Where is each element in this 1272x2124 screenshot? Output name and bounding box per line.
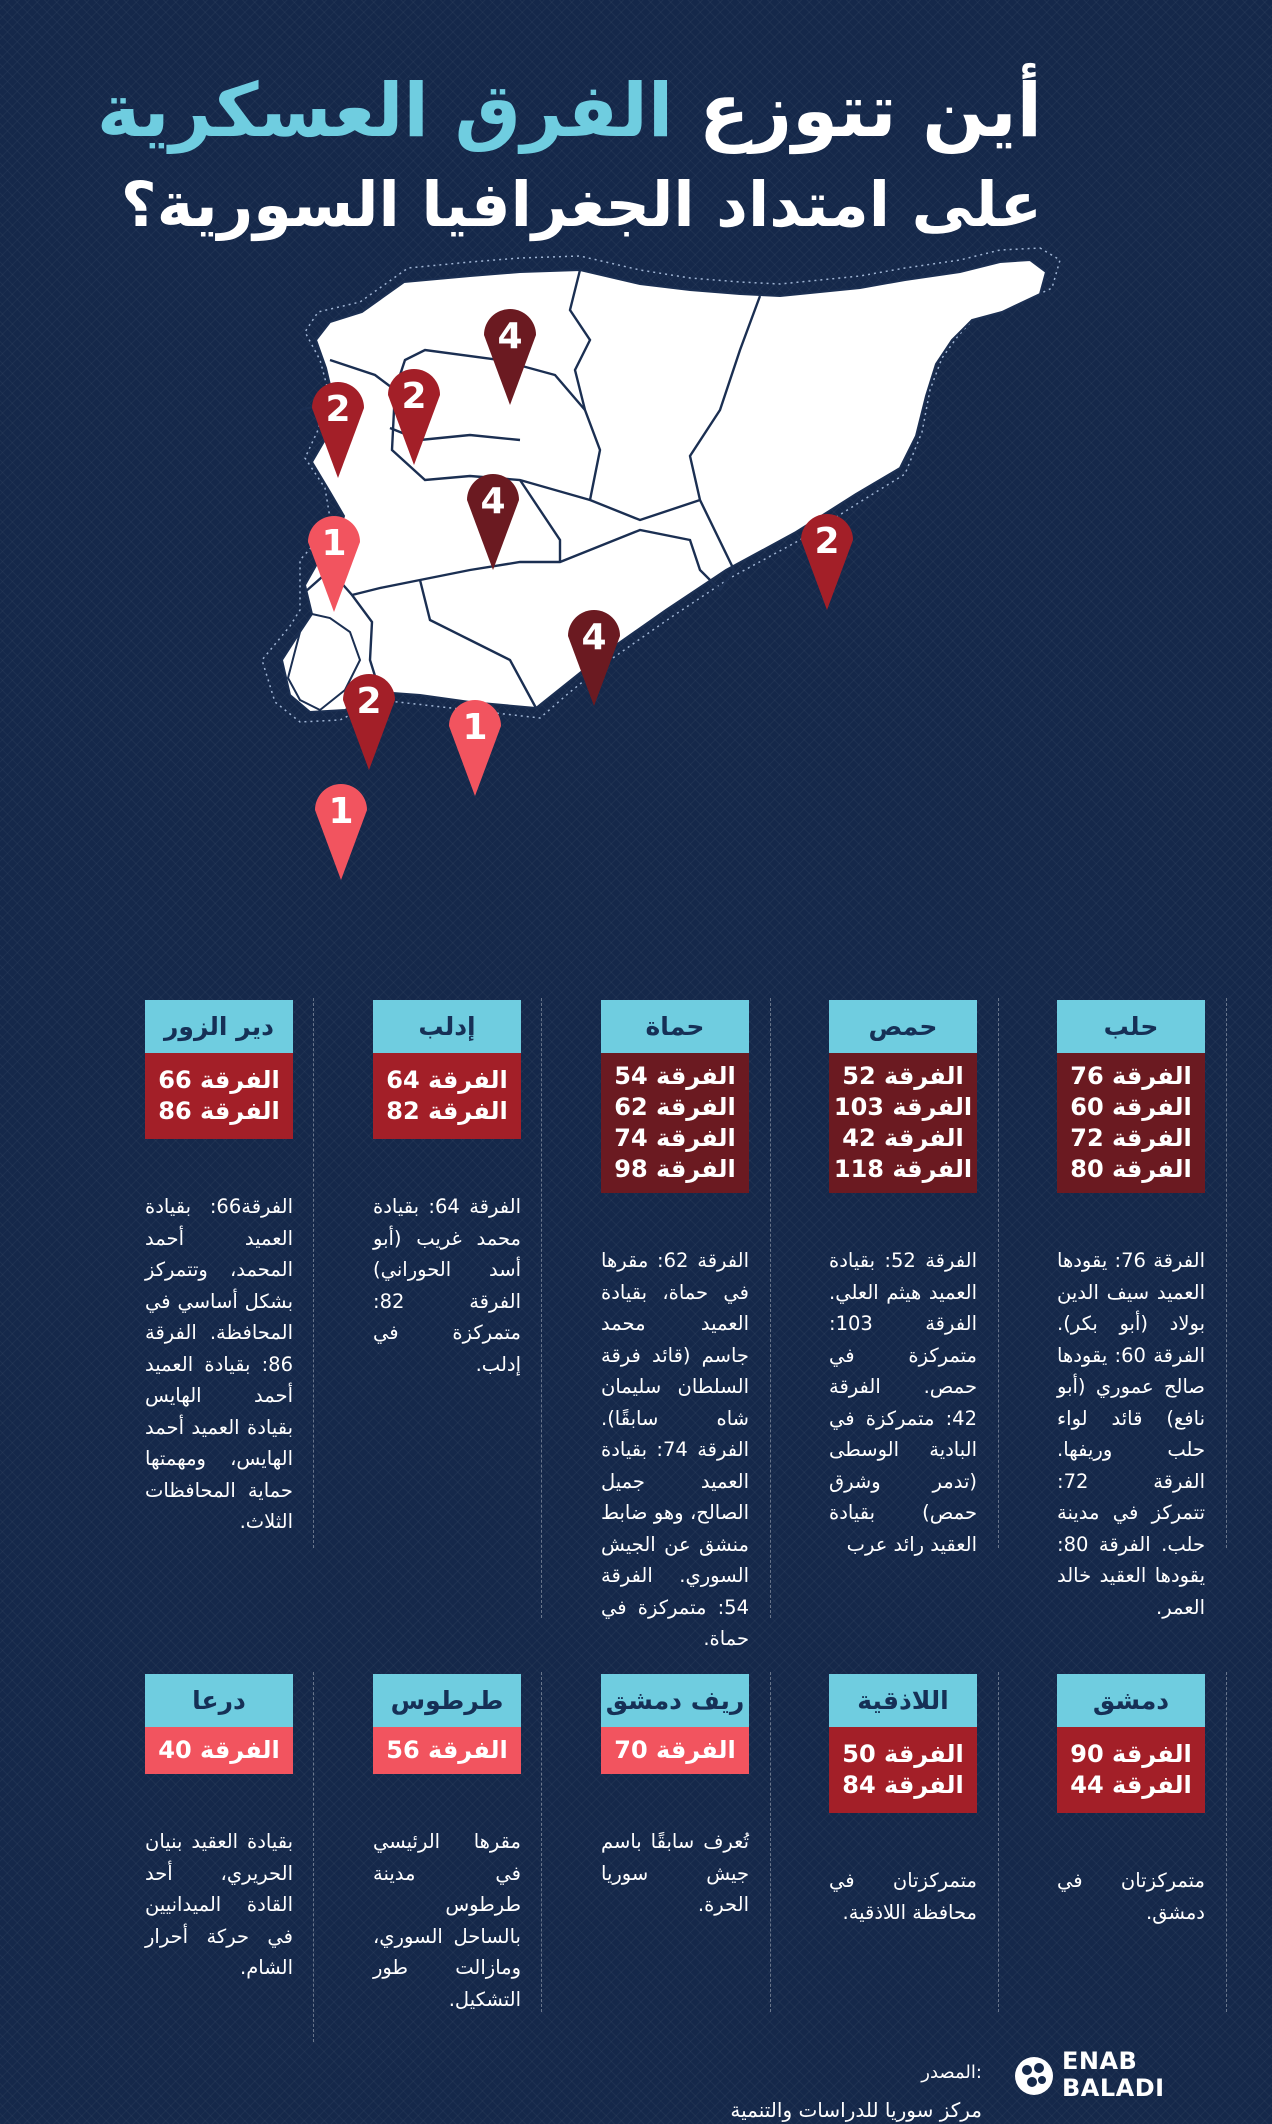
source-text: مركز سوريا للدراسات والتنمية bbox=[730, 2098, 982, 2122]
province-description: مقرها الرئيسي في مدينة طرطوس بالساحل السوري، ومازالت طور التشكيل. bbox=[373, 1830, 521, 2011]
division-label: الفرقة 103 bbox=[833, 1093, 973, 1121]
divisions-box bbox=[601, 1053, 749, 1193]
province-name: ريف دمشق bbox=[601, 1674, 749, 1727]
division-label: الفرقة 82 bbox=[386, 1097, 508, 1125]
province-column bbox=[373, 1674, 521, 2015]
divisions-box bbox=[1057, 1727, 1205, 1813]
map-marker bbox=[801, 514, 853, 610]
province-name: حماة bbox=[601, 1000, 749, 1053]
division-label: الفرقة 90 bbox=[1070, 1740, 1192, 1768]
province-name: اللاذقية bbox=[829, 1674, 977, 1727]
map-marker-label: 2 bbox=[814, 521, 840, 562]
logo-mark-icon bbox=[1012, 2052, 1056, 2100]
province-name: حمص bbox=[829, 1000, 977, 1053]
province-description: الفرقة 62: مقرها في حماة، بقيادة العميد محمد جاسم (قائد فرقة السلطان سليمان شاه سابقًا). الفرقة 74: بقيادة العميد جميل الصالح، وهو ضابط منشق عن الجيش السوري. الفرقة 54: متمركزة في حماة. bbox=[601, 1249, 749, 1650]
division-label: الفرقة 62 bbox=[614, 1093, 736, 1121]
division-label: الفرقة 56 bbox=[386, 1736, 508, 1764]
map-marker bbox=[449, 700, 501, 796]
page-subtitle: على امتداد الجغرافيا السورية؟ bbox=[120, 168, 1042, 241]
map-marker-label: 1 bbox=[462, 707, 488, 748]
division-label: الفرقة 42 bbox=[842, 1124, 964, 1152]
division-label: الفرقة 118 bbox=[833, 1155, 973, 1183]
province-column bbox=[373, 1000, 521, 1380]
division-label: الفرقة 74 bbox=[614, 1124, 736, 1152]
province-column bbox=[1057, 1674, 1205, 1928]
map-marker-label: 1 bbox=[321, 523, 347, 564]
title-accent: الفرق العسكرية bbox=[96, 68, 674, 154]
division-label: الفرقة 40 bbox=[158, 1736, 280, 1764]
province-name: طرطوس bbox=[373, 1674, 521, 1727]
enab-baladi-logo bbox=[1012, 2048, 1172, 2104]
province-description: الفرقة 76: يقودها العميد سيف الدين بولاد (أبو بكر). الفرقة 60: يقودها صالح عموري (أبو نافع) قائد لواء حلب وريفها. الفرقة 72: تتمركز في مدينة حلب. الفرقة 80: يقودها العقيد خالد العمر. bbox=[1057, 1249, 1205, 1619]
division-label: الفرقة 52 bbox=[842, 1062, 964, 1090]
province-name: دير الزور bbox=[145, 1000, 293, 1053]
division-label: الفرقة 64 bbox=[386, 1066, 508, 1094]
map-marker-label: 2 bbox=[325, 389, 351, 430]
map-marker-label: 2 bbox=[356, 681, 382, 722]
divisions-box bbox=[145, 1053, 293, 1139]
map-marker-label: 1 bbox=[328, 791, 354, 832]
division-label: الفرقة 86 bbox=[158, 1097, 280, 1125]
province-name: إدلب bbox=[373, 1000, 521, 1053]
map-marker-label: 4 bbox=[497, 316, 523, 357]
province-column bbox=[601, 1000, 749, 1655]
map-marker bbox=[343, 674, 395, 770]
province-description: متمركزتان في دمشق. bbox=[1057, 1869, 1205, 1924]
divisions-box bbox=[373, 1727, 521, 1774]
map-marker-label: 4 bbox=[480, 481, 506, 522]
syria-map bbox=[0, 240, 1272, 960]
logo-line1: ENAB bbox=[1062, 2047, 1138, 2075]
province-name: دمشق bbox=[1057, 1674, 1205, 1727]
syria-shape bbox=[282, 260, 1046, 712]
map-marker-label: 4 bbox=[581, 617, 607, 658]
page-title bbox=[97, 66, 1042, 156]
province-column bbox=[829, 1000, 977, 1560]
province-column bbox=[145, 1674, 293, 1984]
divisions-box bbox=[1057, 1053, 1205, 1193]
province-name: حلب bbox=[1057, 1000, 1205, 1053]
division-label: الفرقة 84 bbox=[842, 1771, 964, 1799]
province-description: بقيادة العقيد بنيان الحريري، أحد القادة الميدانيين في حركة أحرار الشام. bbox=[145, 1830, 293, 1979]
map-marker bbox=[315, 784, 367, 880]
division-label: الفرقة 50 bbox=[842, 1740, 964, 1768]
province-description: الفرقة 52: بقيادة العميد هيثم العلي. الفرقة 103: متمركزة في حمص. الفرقة 42: متمركزة في البادية الوسطى (تدمر وشرق حمص) بقيادة العقيد رائد عرب bbox=[829, 1249, 977, 1556]
source-label: المصدر: bbox=[921, 2062, 982, 2083]
division-label: الفرقة 72 bbox=[1070, 1124, 1192, 1152]
divisions-box bbox=[829, 1727, 977, 1813]
division-label: الفرقة 60 bbox=[1070, 1093, 1192, 1121]
province-description: تُعرف سابقًا باسم جيش سوريا الحرة. bbox=[601, 1830, 749, 1916]
logo-line2: BALADI bbox=[1062, 2074, 1165, 2102]
division-label: الفرقة 44 bbox=[1070, 1771, 1192, 1799]
province-description: متمركزتان في محافظة اللاذقية. bbox=[829, 1869, 977, 1924]
divisions-box bbox=[373, 1053, 521, 1139]
map-marker-label: 2 bbox=[401, 376, 427, 417]
province-name: درعا bbox=[145, 1674, 293, 1727]
divisions-box bbox=[601, 1727, 749, 1774]
province-column bbox=[1057, 1000, 1205, 1623]
province-column bbox=[145, 1000, 293, 1538]
division-label: الفرقة 54 bbox=[614, 1062, 736, 1090]
province-column bbox=[829, 1674, 977, 1928]
title-prefix: أين تتوزع bbox=[673, 68, 1042, 154]
division-label: الفرقة 70 bbox=[614, 1736, 736, 1764]
province-description: الفرقة 64: بقيادة محمد غريب (أبو أسد الحوراني) الفرقة 82: متمركزة في إدلب. bbox=[373, 1195, 521, 1376]
province-column bbox=[601, 1674, 749, 1921]
division-label: الفرقة 76 bbox=[1070, 1062, 1192, 1090]
province-description: الفرقة66: بقيادة العميد أحمد المحمد، وتتمركز بشكل أساسي في المحافظة. الفرقة 86: بقيادة العميد أحمد الهايس بقيادة العميد أحمد الهايس، ومهمتها حماية المحافظات الثلاث. bbox=[145, 1195, 293, 1533]
divisions-box bbox=[145, 1727, 293, 1774]
division-label: الفرقة 66 bbox=[158, 1066, 280, 1094]
division-label: الفرقة 98 bbox=[614, 1155, 736, 1183]
division-label: الفرقة 80 bbox=[1070, 1155, 1192, 1183]
divisions-box bbox=[829, 1053, 977, 1193]
